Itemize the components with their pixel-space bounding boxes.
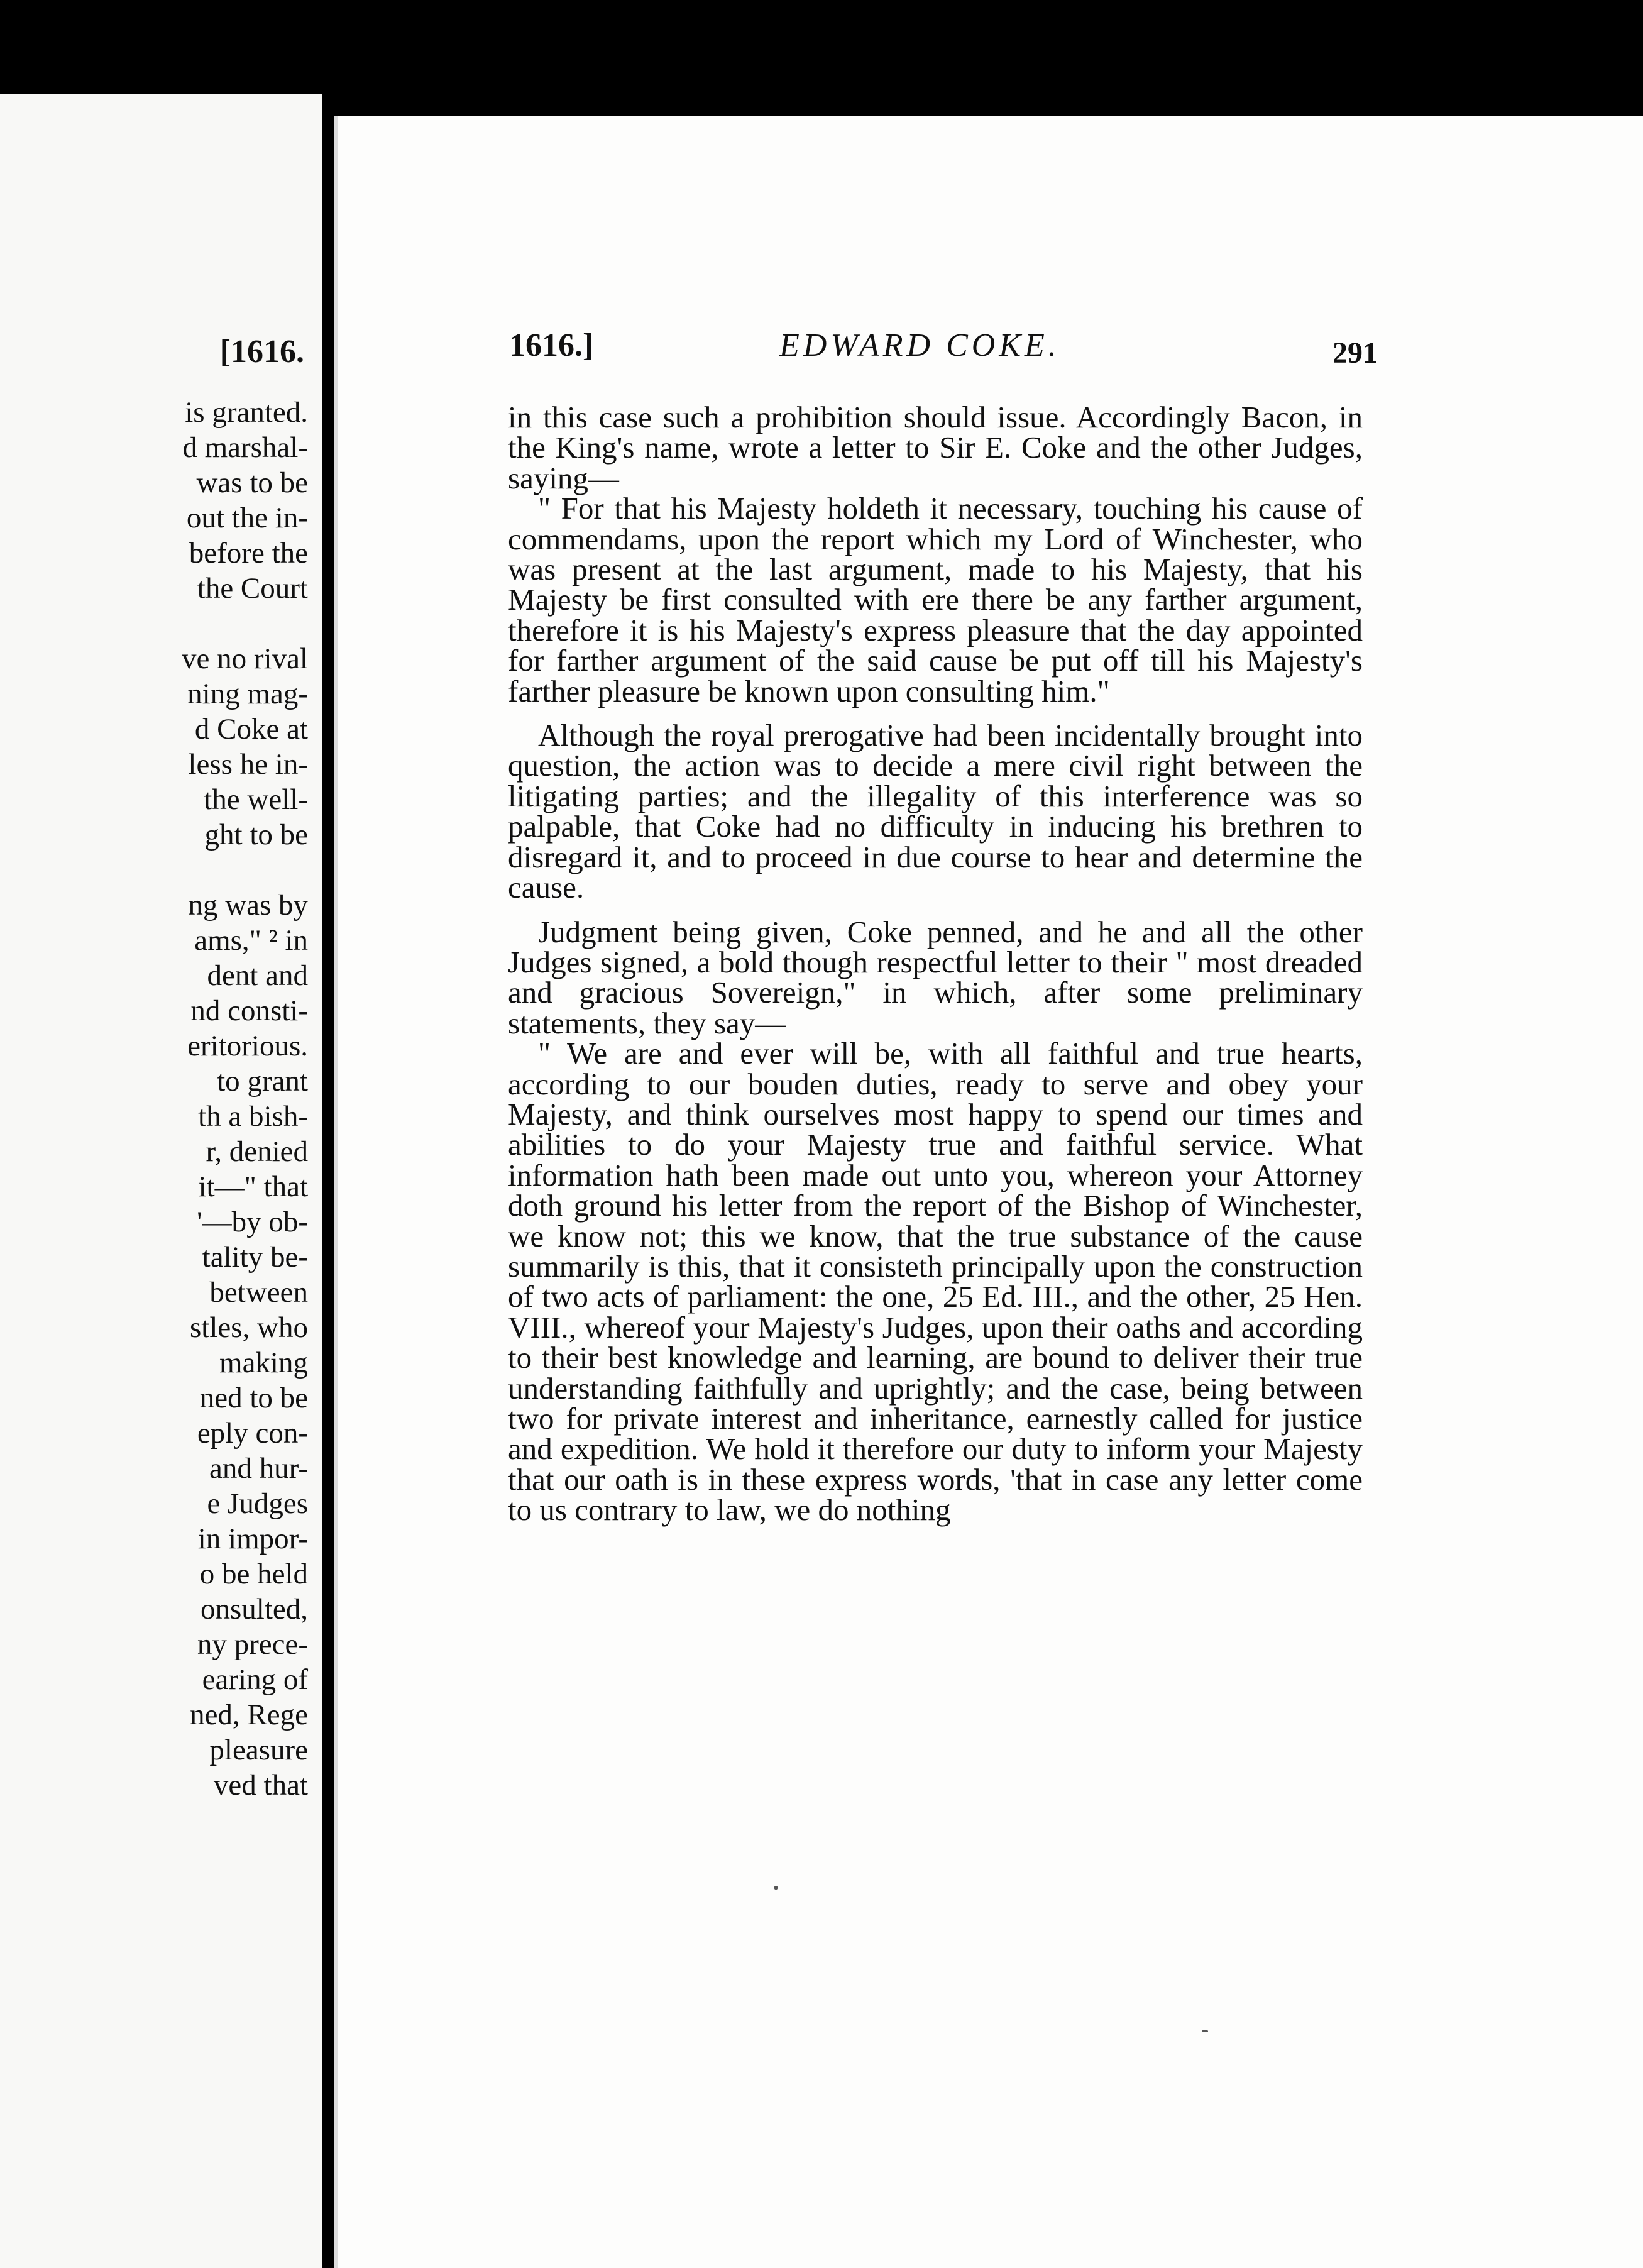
left-page-line: between: [209, 1276, 308, 1309]
left-page-line: stles, who: [190, 1311, 308, 1344]
paragraph: [508, 914, 1363, 1040]
left-page-line: e Judges: [207, 1487, 308, 1520]
left-page-line: in impor-: [197, 1522, 308, 1555]
left-page-line: '—by ob-: [197, 1206, 308, 1238]
left-page-line: nd consti-: [190, 994, 308, 1027]
body-text: [508, 402, 1363, 1526]
left-page-line: earing of: [202, 1663, 308, 1696]
paragraph: [508, 402, 1363, 493]
left-page-line: to grant: [217, 1065, 308, 1098]
paragraph: [508, 1038, 1363, 1526]
left-page-line: ned, Rege: [190, 1698, 308, 1731]
left-page-line: ght to be: [204, 818, 308, 851]
left-page-line: making: [219, 1346, 308, 1379]
running-head: [509, 327, 1389, 371]
left-page-text: [182, 395, 308, 1803]
left-page-line: was to be: [196, 466, 308, 499]
left-page-line: r, denied: [206, 1135, 308, 1168]
left-page-line: less he in-: [188, 748, 308, 781]
running-head-date: 1616.]: [509, 328, 594, 363]
page-speck: [1202, 2030, 1208, 2032]
left-page-line: and hur-: [209, 1452, 308, 1485]
left-facing-page: [0, 94, 322, 2268]
left-page-line: o be held: [199, 1558, 308, 1590]
paragraph-text: " For that his Majesty holdeth it necessary, touching his cause of commendams, upon the report which my Lord of Winchester, who was present at the last argument, made to his Majesty, that his Majesty be first consulted with ere there be any farther argument, therefore it is his Majesty's express pleasure that the day appointed for farther argument of the said cause be put off till his Majesty's farther pleasure be known upon consulting him.": [508, 491, 1363, 708]
left-page-line: the Court: [197, 572, 308, 605]
page-speck: [774, 1886, 778, 1890]
left-page-line: ve no rival: [182, 642, 308, 675]
left-page-line: the well-: [204, 783, 308, 816]
left-page-line: tality be-: [202, 1241, 308, 1274]
paragraph-text: in this case such a prohibition should issue. Accordingly Bacon, in the King's name, wrote a letter to Sir E. Coke and the other Judges, saying—: [508, 400, 1363, 495]
left-page-line: dent and: [207, 959, 308, 992]
paragraph-text: Judgment being given, Coke penned, and he and all the other Judges signed, a bold though respectful letter to their " most dreaded and gracious Sovereign," in which, after some preliminary statements, they say—: [508, 914, 1363, 1040]
left-page-line: is granted.: [185, 396, 308, 429]
left-page-line: eply con-: [197, 1417, 308, 1450]
left-page-line: ved that: [213, 1769, 308, 1802]
left-page-line: it—" that: [198, 1170, 308, 1203]
left-page-line: [182, 606, 308, 641]
left-page-header: [1616.: [219, 334, 304, 370]
left-page-line: d Coke at: [194, 713, 308, 746]
paragraph-text: " We are and ever will be, with all faithful and true hearts, according to our bouden duties, ready to serve and obey your Majesty, and think ourselves most happy to spend our times and abilities to do your Majesty true and faithful service. What information hath been made out unto you, whereon your Attorney doth ground his letter from the report of the Bishop of Winchester, we know not; this we know, that the true substance of the cause summarily is this, that it consisteth principally upon the construction of two acts of parliament: the one, 25 Ed. III., and the other, 25 Hen. VIII., whereof your Majesty's Judges, upon their oaths and according to their best knowledge and learning, are bound to deliver their true understanding faithfully and uprightly; and the case, being between two for private interest and inheritance, earnestly called for justice and expedition. We hold it therefore our duty to inform your Majesty that our oath is in these express words, 'that in case any letter come to us contrary to law, we do nothing: [508, 1036, 1363, 1528]
left-page-line: ned to be: [199, 1382, 308, 1414]
left-page-line: d marshal-: [182, 431, 308, 464]
left-page-line: ams," ² in: [194, 924, 308, 957]
running-head-title: EDWARD COKE.: [779, 328, 1060, 363]
left-page-line: pleasure: [209, 1734, 308, 1766]
paragraph-text: Although the royal prerogative had been incidentally brought into question, the action was to decide a mere civil right between the litigating parties; and the illegality of this interference was so palpable, that Coke had no difficulty in inducing his brethren to disregard it, and to proceed in due course to hear and determine the cause.: [508, 718, 1363, 905]
left-page-line: ny prece-: [197, 1628, 308, 1661]
paragraph: [508, 493, 1363, 707]
left-page-line: ning mag-: [187, 678, 308, 710]
left-page-line: ng was by: [188, 889, 308, 922]
left-page-line: before the: [189, 537, 308, 570]
left-page-line: onsulted,: [200, 1593, 308, 1626]
left-page-line: th a bish-: [198, 1100, 308, 1133]
left-page-line: eritorious.: [187, 1030, 308, 1062]
left-page-line: out the in-: [186, 502, 308, 534]
left-page-line: [182, 852, 308, 888]
paragraph: [508, 720, 1363, 903]
page-number: 291: [1333, 336, 1378, 370]
